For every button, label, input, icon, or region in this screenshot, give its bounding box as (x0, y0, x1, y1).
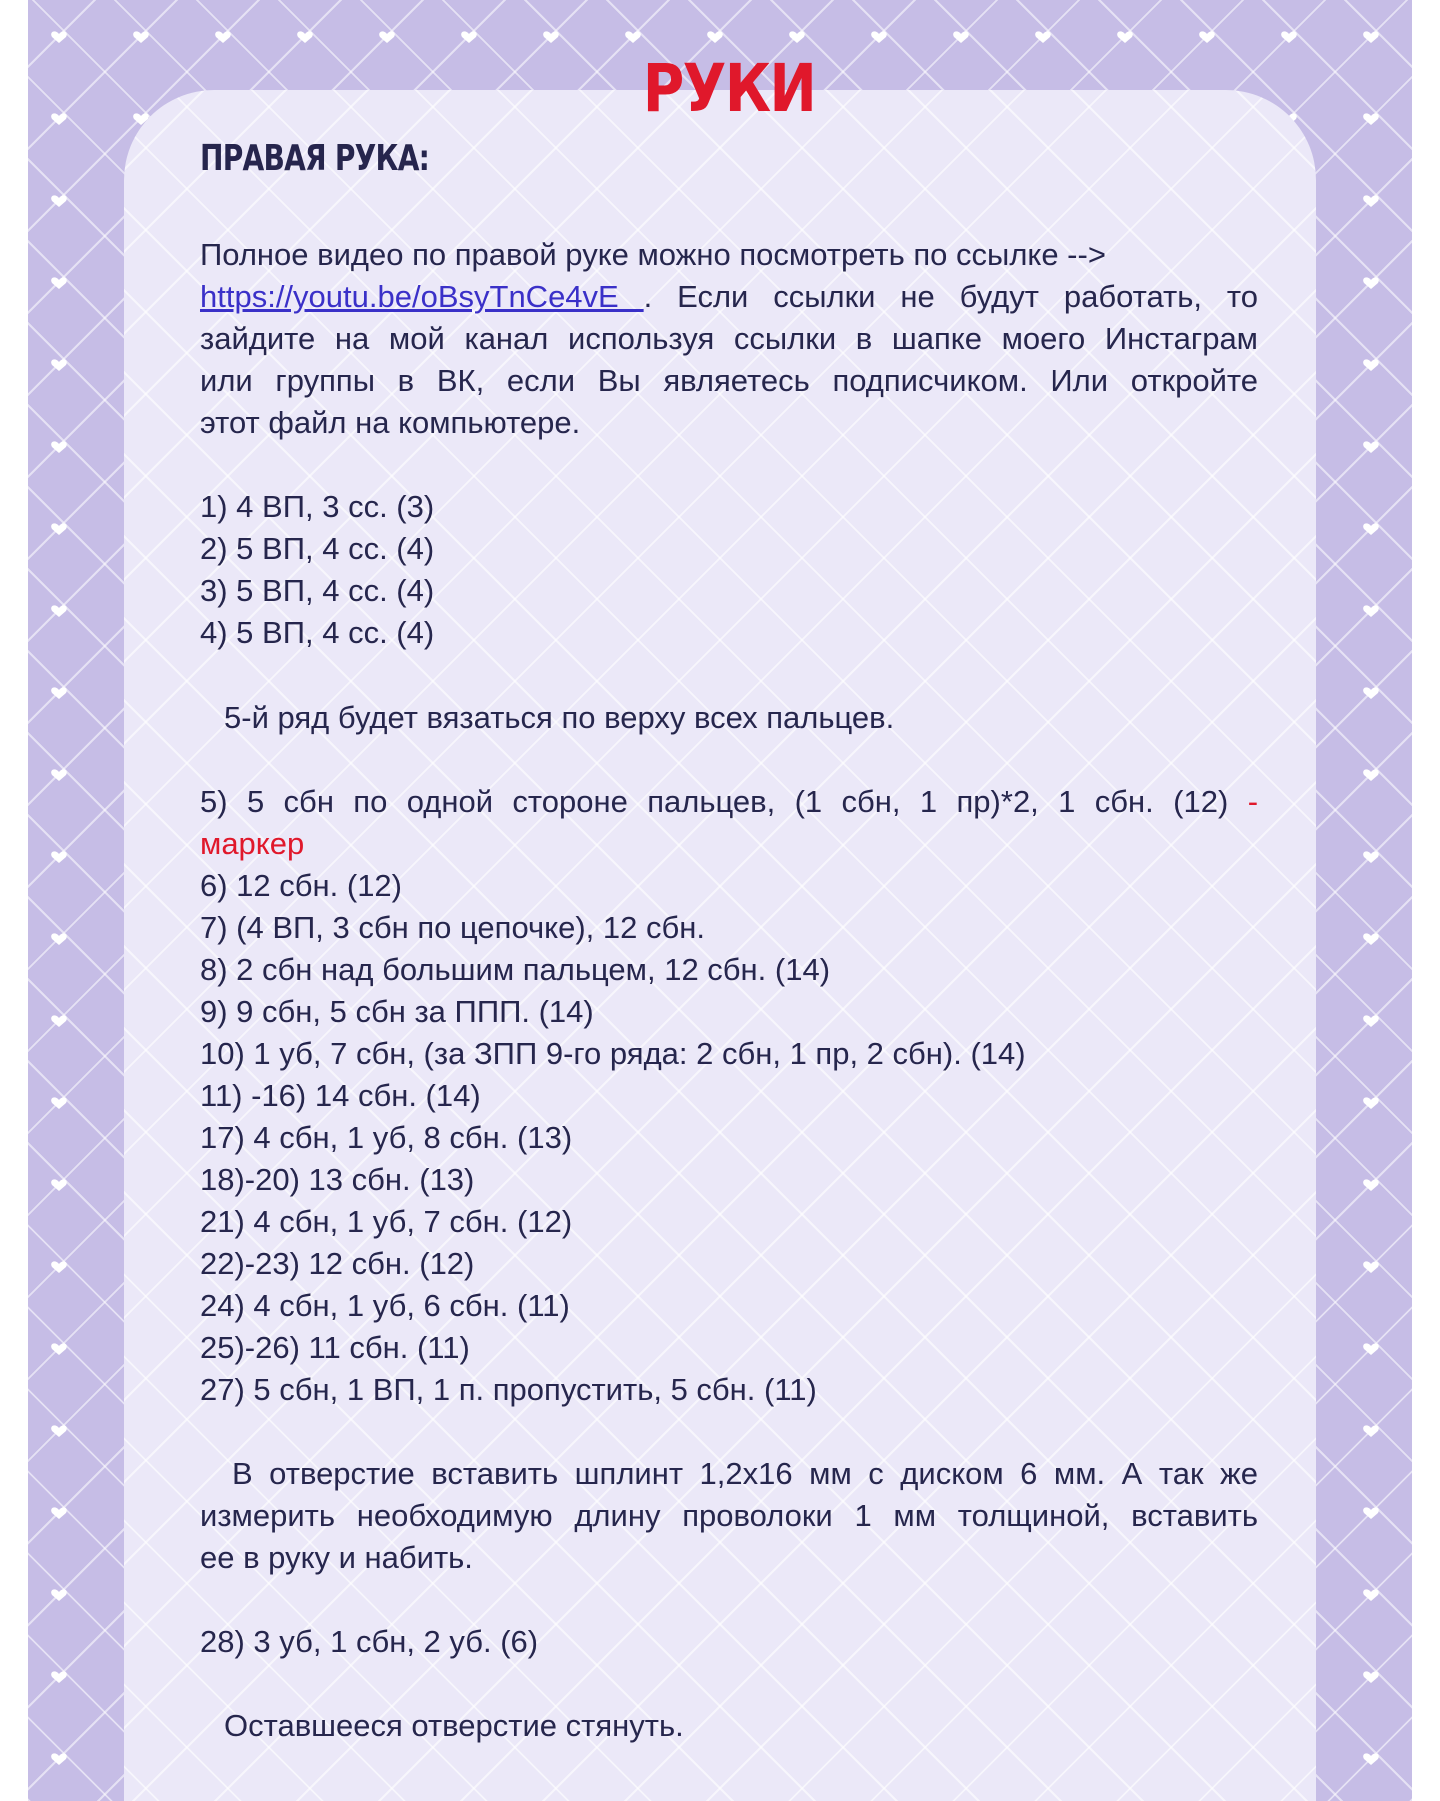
heart-icon (1363, 277, 1379, 289)
row-4: 4) 5 ВП, 4 сс. (4) (200, 615, 435, 650)
row-3: 3) 5 ВП, 4 сс. (4) (200, 573, 435, 608)
row-2: 2) 5 ВП, 4 сс. (4) (200, 531, 435, 566)
heart-icon (1363, 851, 1379, 863)
heart-icon (1363, 359, 1379, 371)
heart-icon (133, 31, 149, 43)
heart-icon (953, 31, 969, 43)
wire-note-line-1: В отверстие вставить шплинт 1,2х16 мм с диском 6 мм. А так же (232, 1456, 1258, 1491)
heart-icon (1035, 31, 1051, 43)
heart-icon (1363, 1753, 1379, 1765)
row-5-text: 5) 5 сбн по одной стороне пальцев, (1 сбн, 1 пр)*2, 1 сбн. (12) (200, 784, 1229, 819)
row-27: 27) 5 сбн, 1 ВП, 1 п. пропустить, 5 сбн. (11) (200, 1372, 817, 1407)
wire-note-line-3: ее в руку и набить. (200, 1540, 473, 1575)
heart-icon (51, 1261, 67, 1273)
youtube-link[interactable]: https://youtu.be/oBsyTnCe4vE (200, 279, 644, 314)
heart-icon (1363, 1671, 1379, 1683)
row-8: 8) 2 сбн над большим пальцем, 12 сбн. (14) (200, 952, 831, 987)
heart-icon (625, 31, 641, 43)
heart-icon (1363, 441, 1379, 453)
row-5-dash: - (1247, 784, 1259, 819)
intro-line-3: зайдите на мой канал используя ссылки в шапке моего Инстаграм (200, 321, 1258, 356)
heart-icon (51, 687, 67, 699)
wire-note-line-2: измерить необходимую длину проволоки 1 мм толщиной, вставить (200, 1498, 1258, 1533)
heart-icon (1363, 523, 1379, 535)
heart-icon (51, 769, 67, 781)
heart-icon (1363, 605, 1379, 617)
row-22-23: 22)-23) 12 сбн. (12) (200, 1246, 475, 1281)
intro-line-2 (200, 276, 1258, 318)
row-25-26: 25)-26) 11 сбн. (11) (200, 1330, 470, 1365)
heart-icon (215, 31, 231, 43)
document-content (200, 46, 1259, 1743)
heart-icon (789, 31, 805, 43)
row-5 (200, 781, 1258, 823)
heart-icon (1363, 31, 1379, 43)
heart-icon (1281, 31, 1297, 43)
heart-icon (1363, 195, 1379, 207)
heart-icon (51, 1507, 67, 1519)
heart-icon (51, 933, 67, 945)
heart-icon (379, 31, 395, 43)
heart-icon (51, 1097, 67, 1109)
heart-icon (1117, 31, 1133, 43)
heart-icon (1199, 31, 1215, 43)
heart-icon (51, 195, 67, 207)
intro-line-4: или группы в ВК, если Вы являетесь подписчиком. Или откройте (200, 363, 1258, 398)
heart-icon (1363, 769, 1379, 781)
heart-icon (1363, 1097, 1379, 1109)
heart-icon (51, 1343, 67, 1355)
heart-icon (1363, 1589, 1379, 1601)
heart-icon (51, 1753, 67, 1765)
heart-icon (707, 31, 723, 43)
heart-icon (51, 1425, 67, 1437)
heart-icon (51, 605, 67, 617)
heart-icon (543, 31, 559, 43)
heart-icon (1363, 1507, 1379, 1519)
heart-icon (1363, 1261, 1379, 1273)
heart-icon (51, 113, 67, 125)
heart-icon (51, 523, 67, 535)
section-subtitle: ПРАВАЯ РУКА: (200, 138, 430, 179)
heart-icon (871, 31, 887, 43)
closing-note: Оставшееся отверстие стянуть. (224, 1708, 684, 1743)
heart-icon (51, 1671, 67, 1683)
heart-icon (1363, 1015, 1379, 1027)
heart-icon (51, 1015, 67, 1027)
row-5-note: 5-й ряд будет вязаться по верху всех пальцев. (224, 700, 895, 735)
row-6: 6) 12 сбн. (12) (200, 868, 402, 903)
intro-line-1: Полное видео по правой руке можно посмотреть по ссылке --> (200, 237, 1106, 272)
row-21: 21) 4 сбн, 1 уб, 7 сбн. (12) (200, 1204, 573, 1239)
row-17: 17) 4 сбн, 1 уб, 8 сбн. (13) (200, 1120, 573, 1155)
intro-line-2-rest: . Если ссылки не будут работать, то (643, 279, 1258, 314)
heart-icon (51, 1179, 67, 1191)
row-24: 24) 4 сбн, 1 уб, 6 сбн. (11) (200, 1288, 570, 1323)
row-10: 10) 1 уб, 7 сбн, (за ЗПП 9-го ряда: 2 сбн, 1 пр, 2 сбн). (14) (200, 1036, 1026, 1071)
row-9: 9) 9 сбн, 5 сбн за ППП. (14) (200, 994, 594, 1029)
heart-icon (1363, 1179, 1379, 1191)
row-18-20: 18)-20) 13 сбн. (13) (200, 1162, 475, 1197)
intro-line-5: этот файл на компьютере. (200, 405, 581, 440)
heart-icon (51, 31, 67, 43)
row-11-16: 11) -16) 14 сбн. (14) (200, 1078, 481, 1113)
heart-icon (51, 277, 67, 289)
heart-icon (297, 31, 313, 43)
row-28: 28) 3 уб, 1 сбн, 2 уб. (6) (200, 1624, 539, 1659)
heart-icon (1363, 1425, 1379, 1437)
heart-icon (1363, 113, 1379, 125)
heart-icon (51, 851, 67, 863)
heart-icon (1363, 1343, 1379, 1355)
heart-icon (51, 441, 67, 453)
heart-icon (51, 359, 67, 371)
row-1: 1) 4 ВП, 3 сс. (3) (200, 489, 435, 524)
heart-icon (51, 1589, 67, 1601)
page-title: РУКИ (642, 50, 816, 127)
row-5-marker: маркер (200, 826, 305, 861)
heart-icon (1363, 933, 1379, 945)
heart-icon (461, 31, 477, 43)
heart-icon (1363, 687, 1379, 699)
row-7: 7) (4 ВП, 3 сбн по цепочке), 12 сбн. (200, 910, 705, 945)
